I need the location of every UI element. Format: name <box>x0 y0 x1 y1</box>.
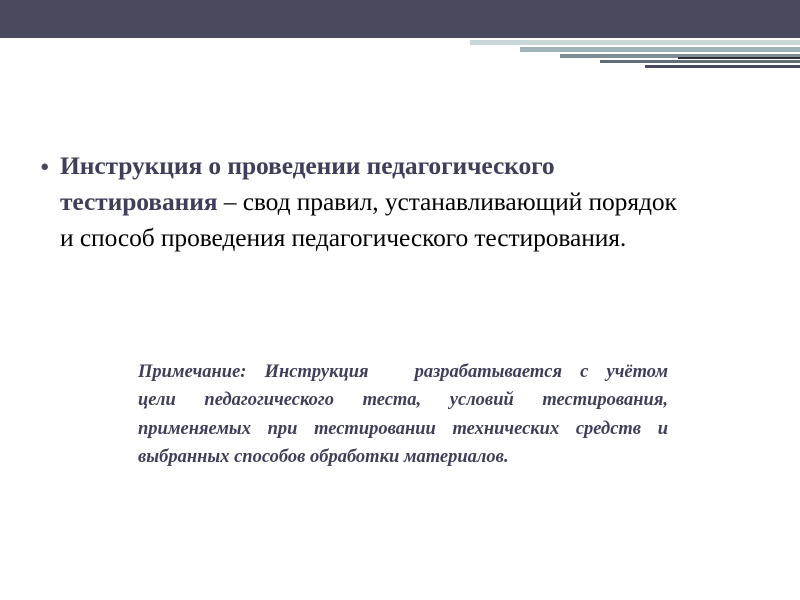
main-content <box>40 148 680 257</box>
top-decorative-band <box>0 0 800 38</box>
note-label: Примечание: Инструкция <box>138 362 369 382</box>
decor-strip-5 <box>645 65 800 68</box>
bullet-definition: – свод правил, устанавливающий порядок и способ проведения педагогического тестирования. <box>60 187 677 253</box>
decor-strip-1 <box>470 40 800 45</box>
note-body: разрабатывается с учётом цели педагогического теста, условий тестирования, применяемых при тестировании технических средств и выбранных способов обработки материалов. <box>138 362 668 467</box>
decor-strip-2 <box>520 47 800 52</box>
note-paragraph <box>138 358 668 471</box>
bullet-term: Инструкция о проведении педагогического тестирования <box>60 151 555 217</box>
bullet-marker: • <box>40 152 50 182</box>
bullet-item <box>40 148 680 257</box>
decor-strip-4 <box>600 60 800 63</box>
bullet-paragraph <box>60 148 680 257</box>
decor-strip-6 <box>678 57 800 59</box>
